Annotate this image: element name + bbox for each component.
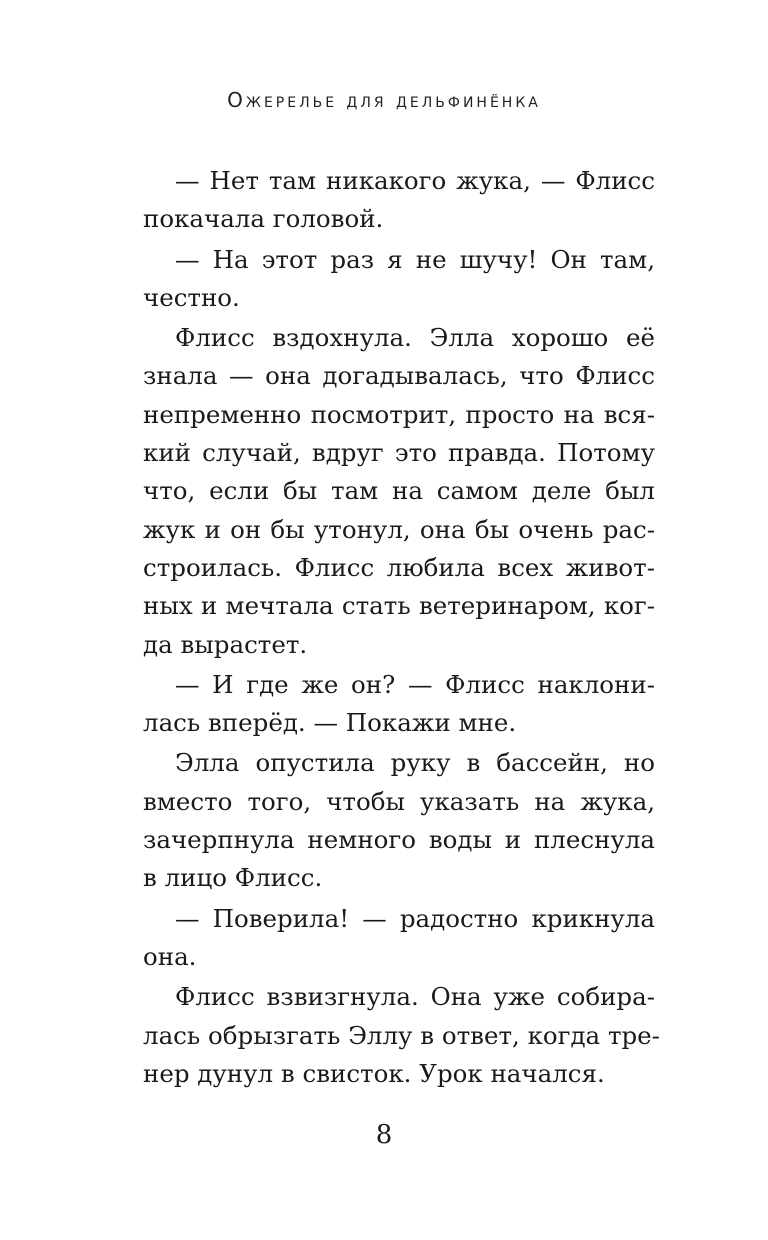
text-line: ных и мечтала стать ветеринаром, ког- [143,591,655,621]
text-line: кий случай, вдруг это правда. Потому [143,438,655,468]
running-head: Ожерелье для дельфинёнка [227,88,541,112]
text-line: она. [143,941,197,971]
text-line: лась обрызгать Эллу в ответ, когда тре- [143,1020,660,1050]
text-line: Флисс взвизгнула. Она уже собира- [175,982,655,1012]
text-line: Элла опустила руку в бассейн, но [175,748,655,778]
text-line: — И где же он? — Флисс наклони- [175,669,655,699]
text-line: да вырастет. [143,629,308,659]
text-line: лась вперёд. — Покажи мне. [143,708,517,738]
text-line: зачерпнула немного воды и плеснула [143,825,655,855]
body-text [143,162,660,1095]
text-line: знала — она догадывалась, что Флисс [143,361,655,391]
text-line: вместо того, чтобы указать на жука, [143,786,655,816]
paragraph [143,900,655,977]
text-line: покачала головой. [143,204,384,234]
text-line: — Нет там никакого жука, — Флисс [175,166,655,195]
text-line: — Поверила! — радостно крикнула [175,903,655,933]
text-line: — На этот раз я не шучу! Он там, [175,244,655,274]
paragraph [143,162,655,239]
text-line: в лицо Флисс. [143,863,323,893]
text-line: что, если бы там на самом деле был [143,476,655,506]
text-line: строилась. Флисс любила всех живот- [143,552,655,582]
paragraph [143,241,655,318]
paragraph [143,666,655,743]
paragraph [143,978,660,1093]
paragraph [143,319,655,664]
text-line: честно. [143,282,240,312]
text-line: нер дунул в свисток. Урок начался. [143,1058,605,1088]
page-number: 8 [375,1120,393,1150]
text-line: жук и он бы утонул, она бы очень рас- [143,514,655,544]
text-line: Флисс вздохнула. Элла хорошо её [175,323,655,353]
text-line: непременно посмотрит, просто на вся- [143,399,655,429]
paragraph [143,744,655,897]
